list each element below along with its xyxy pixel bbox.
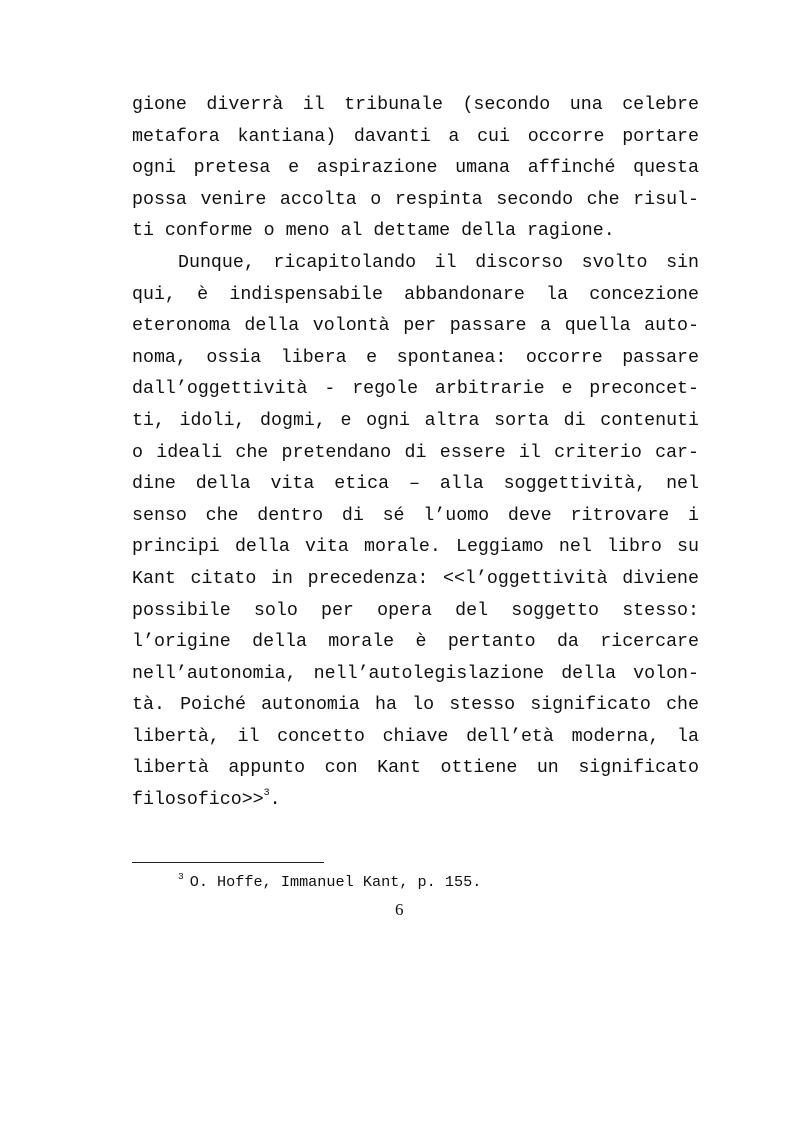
paragraph-1 [132,90,699,248]
text-line: qui, è indispensabile abbandonare la concezione [132,284,699,305]
text-line: eteronoma della volontà per passare a quella auto- [132,316,699,337]
footnote-separator [132,862,324,863]
footnote-number: 3 [178,871,184,882]
footnote [178,872,481,892]
body-text [132,90,699,817]
text-line: metafora kantiana) davanti a cui occorre portare [132,126,699,147]
text-line: Kant citato in precedenza: <<l’oggettività diviene [132,568,699,589]
text-line: nell’autonomia, nell’autolegislazione della volon- [132,663,699,684]
footnote-reference: 3 [263,788,270,800]
text-line: possibile solo per opera del soggetto stesso: [132,600,699,621]
page-number: 6 [395,900,404,919]
text-line: ti conforme o meno al dettame della ragione. [132,221,615,242]
text-line: o ideali che pretendano di essere il criterio car- [132,442,699,463]
text-line: Dunque, ricapitolando il discorso svolto sin [178,252,699,273]
paragraph-2 [132,248,699,817]
text-line: dall’oggettività - regole arbitrarie e preconcet- [132,379,699,400]
text-line: libertà appunto con Kant ottiene un significato [132,758,699,779]
text-line: gione diverrà il tribunale (secondo una celebre [132,95,699,115]
text-line: possa venire accolta o respinta secondo che risul- [132,189,699,210]
text-line: l’origine della morale è pertanto da ricercare [132,632,699,653]
text-line-final [132,785,699,817]
text-line: libertà, il concetto chiave dell’età moderna, la [132,726,699,747]
text-line: principi della vita morale. Leggiamo nel libro su [132,537,699,558]
text-line: ti, idoli, dogmi, e ogni altra sorta di contenuti [132,410,699,431]
text-line: noma, ossia libera e spontanea: occorre passare [132,347,699,368]
text-line: dine della vita etica – alla soggettività, nel [132,474,699,495]
text-segment: . [269,790,281,811]
text-line: senso che dentro di sé l’uomo deve ritrovare i [132,505,699,526]
text-segment: filosofico>> [132,790,264,811]
footnote-text: O. Hoffe, Immanuel Kant, p. 155. [189,873,482,891]
text-line: tà. Poiché autonomia ha lo stesso significato che [132,695,699,716]
text-line: ogni pretesa e aspirazione umana affinché questa [132,158,699,179]
